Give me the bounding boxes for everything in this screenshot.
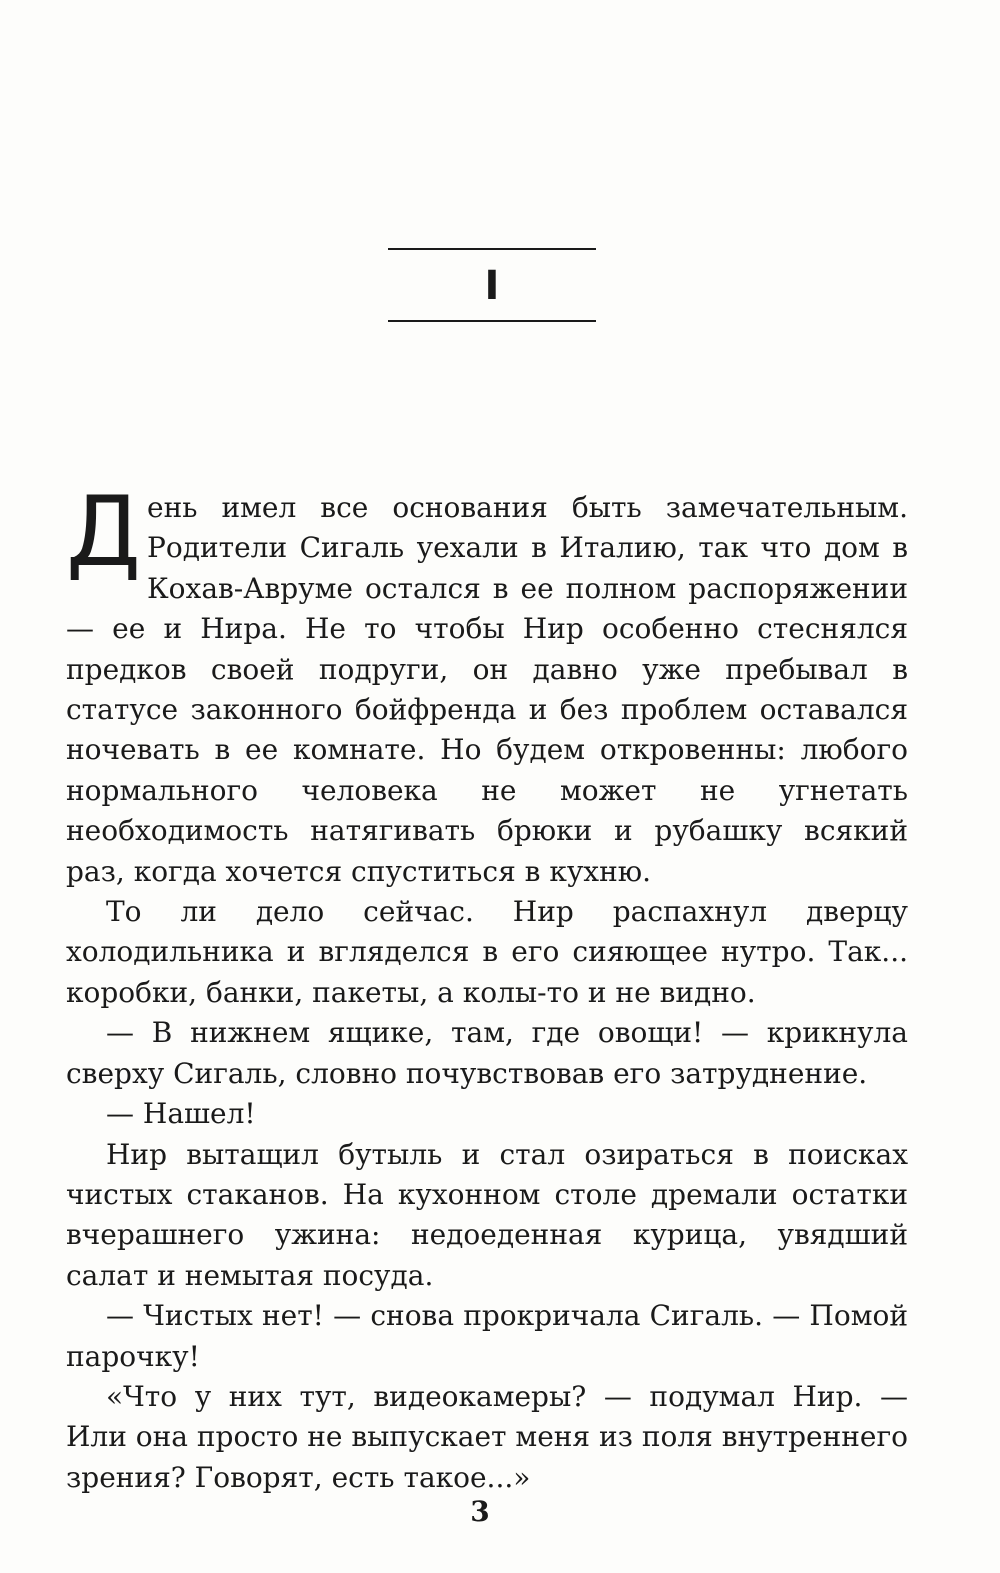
paragraph-1 bbox=[66, 476, 908, 892]
chapter-numeral: I bbox=[484, 263, 500, 309]
chapter-heading bbox=[388, 248, 596, 324]
page-number: 3 bbox=[470, 1495, 490, 1528]
chapter-rule-top bbox=[388, 248, 596, 250]
drop-cap: Д bbox=[66, 476, 141, 588]
body-text bbox=[66, 476, 908, 1498]
chapter-rule-bottom bbox=[388, 320, 596, 322]
paragraph-5: Нир вытащил бутыль и стал озираться в поисках чистых стаканов. На кухонном столе дремали остатки вчерашнего ужина: недоеденная курица, увядший салат и немытая посуда. bbox=[66, 1137, 908, 1292]
paragraph-2: То ли дело сейчас. Нир распахнул дверцу холодильника и вгляделся в его сияющее нутро. Так... коробки, банки, пакеты, а колы-то и не видно. bbox=[66, 895, 908, 1009]
paragraph-7: «Что у них тут, видеокамеры? — подумал Нир. — Или она просто не выпускает меня из поля внутреннего зрения? Говорят, есть такое...» bbox=[66, 1379, 908, 1494]
paragraph-3: — В нижнем ящике, там, где овощи! — крикнула сверху Сигаль, словно почувствовав его затруднение. bbox=[66, 1016, 908, 1090]
paragraph-6: — Чистых нет! — снова прокричала Сигаль. — Помой парочку! bbox=[66, 1299, 908, 1373]
paragraph-4: — Нашел! bbox=[106, 1097, 256, 1131]
paragraph-1-text: ень имел все основания быть замечательным. Родители Сигаль уехали в Италию, так что дом в Кохав-Авруме остался в ее полном распоряжении — ее и Нира. Не то чтобы Нир особенно стеснялся предков своей подруги, он давно уже пребывал в статусе законного бойфренда и без проблем оставался ночевать в ее комнате. Но будем откровенны: любого нормального человека не может не угнетать необходимость натягивать брюки и рубашку всякий раз, когда хочется спуститься в кухню. bbox=[66, 491, 908, 888]
